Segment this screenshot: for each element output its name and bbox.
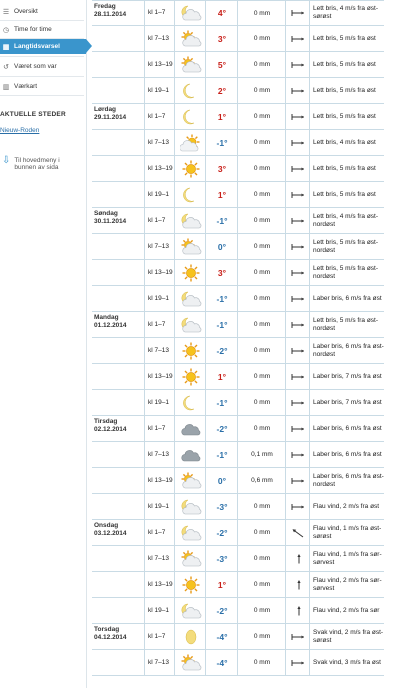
nav-divider	[0, 56, 84, 57]
period-time: kl 7–13	[144, 338, 174, 363]
wind-description: Lett bris, 5 m/s fra øst-nordøst	[309, 312, 384, 337]
wind-description: Laber bris, 6 m/s fra øst-nordøst	[309, 338, 384, 363]
day-heading	[94, 314, 127, 330]
forecast-row	[92, 494, 384, 520]
period-time: kl 1–7	[144, 208, 174, 233]
precipitation: 0 mm	[237, 572, 286, 597]
temperature: -4°	[205, 650, 238, 675]
day-name: Onsdag	[94, 522, 119, 529]
wind-direction-icon	[285, 130, 310, 155]
precipitation: 0,1 mm	[237, 442, 286, 467]
precipitation: 0 mm	[237, 234, 286, 259]
wind-direction-icon	[285, 546, 310, 571]
partly-cloudy-night-icon	[174, 598, 206, 623]
sidebar	[0, 0, 87, 688]
forecast-row	[92, 572, 384, 598]
wind-direction-icon	[285, 234, 310, 259]
map-icon: ▥	[2, 83, 10, 91]
temperature: -2°	[205, 416, 238, 441]
precipitation: 0 mm	[237, 390, 286, 415]
day-date: 03.12.2014	[94, 530, 127, 537]
wind-description: Lett bris, 5 m/s fra øst-nordøst	[309, 260, 384, 285]
forecast-row	[92, 338, 384, 364]
wind-direction-icon	[285, 338, 310, 363]
back-to-menu-label: Til hovedmeny i bunnen av sida	[14, 157, 60, 171]
sun-icon	[174, 156, 206, 181]
period-time: kl 7–13	[144, 442, 174, 467]
forecast-row	[92, 546, 384, 572]
temperature: -3°	[205, 546, 238, 571]
day-heading	[94, 626, 127, 642]
moon-full-icon	[174, 624, 206, 649]
period-time: kl 13–19	[144, 364, 174, 389]
partly-cloudy-night-icon	[174, 312, 206, 337]
precipitation: 0 mm	[237, 130, 286, 155]
partly-cloudy-day-icon	[174, 234, 206, 259]
place-link[interactable]: Nieuw-Roden	[0, 127, 40, 134]
period-time: kl 13–19	[144, 260, 174, 285]
wind-description: Svak vind, 3 m/s fra øst	[309, 650, 384, 675]
wind-description: Svak vind, 2 m/s fra øst-sørøst	[309, 624, 384, 649]
nav-item-label: Time for time	[14, 26, 52, 33]
temperature: -1°	[205, 130, 238, 155]
forecast-row	[92, 598, 384, 624]
wind-direction-icon	[285, 260, 310, 285]
temperature: 1°	[205, 364, 238, 389]
wind-direction-icon	[285, 208, 310, 233]
period-time: kl 13–19	[144, 156, 174, 181]
precipitation: 0 mm	[237, 546, 286, 571]
precipitation: 0 mm	[237, 598, 286, 623]
precipitation: 0 mm	[237, 208, 286, 233]
clock-icon: ◷	[2, 26, 10, 34]
day-name: Lørdag	[94, 106, 117, 113]
moon-icon	[174, 78, 206, 103]
period-time: kl 13–19	[144, 52, 174, 77]
wind-description: Lett bris, 5 m/s fra øst	[309, 26, 384, 51]
nav-item-time-for-time[interactable]	[0, 22, 84, 37]
forecast-row	[92, 468, 384, 494]
partly-cloudy-night-icon	[174, 1, 206, 25]
sun-icon	[174, 338, 206, 363]
temperature: 0°	[205, 234, 238, 259]
day-date: 28.11.2014	[94, 11, 127, 18]
wind-direction-icon	[285, 364, 310, 389]
wind-direction-icon	[285, 286, 310, 311]
precipitation: 0 mm	[237, 286, 286, 311]
temperature: 3°	[205, 260, 238, 285]
wind-direction-icon	[285, 156, 310, 181]
period-time: kl 7–13	[144, 26, 174, 51]
nav-divider	[0, 20, 84, 21]
wind-description: Lett bris, 5 m/s fra øst-nordøst	[309, 234, 384, 259]
wind-description: Lett bris, 5 m/s fra øst	[309, 182, 384, 207]
day-heading	[94, 418, 127, 434]
day-name: Mandag	[94, 314, 119, 321]
temperature: -1°	[205, 312, 238, 337]
nav-item-langtidsvarsel[interactable]	[0, 39, 86, 54]
partly-cloudy-day-icon	[174, 26, 206, 51]
temperature: 1°	[205, 572, 238, 597]
wind-direction-icon	[285, 78, 310, 103]
period-time: kl 7–13	[144, 234, 174, 259]
precipitation: 0 mm	[237, 416, 286, 441]
wind-description: Lett bris, 4 m/s fra øst-nordøst	[309, 208, 384, 233]
temperature: -3°	[205, 494, 238, 519]
forecast-row	[92, 416, 384, 442]
period-time: kl 13–19	[144, 468, 174, 493]
forecast-row	[92, 364, 384, 390]
sun-icon	[174, 572, 206, 597]
period-time: kl 19–1	[144, 286, 174, 311]
forecast-row	[92, 286, 384, 312]
nav-divider	[0, 95, 84, 96]
period-time: kl 1–7	[144, 312, 174, 337]
nav-item-label: Langtidsvarsel	[14, 43, 60, 50]
precipitation: 0 mm	[237, 494, 286, 519]
day-heading	[94, 106, 126, 122]
temperature: 2°	[205, 78, 238, 103]
period-time: kl 19–1	[144, 390, 174, 415]
nav-item-label: Været som var	[14, 63, 57, 70]
partly-cloudy-day-icon	[174, 468, 206, 493]
forecast-row	[92, 520, 384, 546]
wind-direction-icon	[285, 624, 310, 649]
partly-cloudy-night-icon	[174, 208, 206, 233]
precipitation: 0 mm	[237, 338, 286, 363]
day-date: 02.12.2014	[94, 426, 127, 433]
partly-cloudy-night-icon	[174, 494, 206, 519]
temperature: 1°	[205, 182, 238, 207]
period-time: kl 19–1	[144, 78, 174, 103]
forecast-row	[92, 0, 384, 26]
forecast-row	[92, 650, 384, 676]
period-time: kl 1–7	[144, 416, 174, 441]
moon-icon	[174, 104, 206, 129]
wind-description: Flau vind, 2 m/s fra sør-sørvest	[309, 572, 384, 597]
precipitation: 0 mm	[237, 650, 286, 675]
forecast-row	[92, 26, 384, 52]
wind-description: Laber bris, 6 m/s fra øst	[309, 416, 384, 441]
precipitation: 0 mm	[237, 156, 286, 181]
wind-direction-icon	[285, 104, 310, 129]
day-heading	[94, 210, 126, 226]
back-to-menu-link[interactable]	[2, 157, 82, 171]
forecast-row	[92, 260, 384, 286]
precipitation: 0 mm	[237, 1, 286, 25]
period-time: kl 1–7	[144, 624, 174, 649]
day-heading	[94, 3, 126, 19]
history-icon: ↺	[3, 63, 9, 71]
wind-description: Laber bris, 6 m/s fra øst	[309, 442, 384, 467]
wind-description: Lett bris, 4 m/s fra øst-sørøst	[309, 1, 384, 25]
temperature: 3°	[205, 26, 238, 51]
temperature: -1°	[205, 390, 238, 415]
forecast-row	[92, 52, 384, 78]
wind-description: Lett bris, 4 m/s fra øst	[309, 130, 384, 155]
period-time: kl 19–1	[144, 598, 174, 623]
partly-cloudy-day-icon	[174, 546, 206, 571]
cloud-icon	[174, 442, 206, 467]
day-name: Fredag	[94, 3, 116, 10]
nav-item-oversikt[interactable]	[0, 4, 84, 19]
day-date: 01.12.2014	[94, 322, 127, 329]
wind-description: Flau vind, 2 m/s fra øst	[309, 494, 384, 519]
period-time: kl 1–7	[144, 104, 174, 129]
wind-direction-icon	[285, 416, 310, 441]
precipitation: 0 mm	[237, 260, 286, 285]
temperature: 3°	[205, 156, 238, 181]
nav-item-label: Oversikt	[14, 8, 38, 15]
precipitation: 0 mm	[237, 312, 286, 337]
temperature: 0°	[205, 468, 238, 493]
wind-direction-icon	[285, 468, 310, 493]
wind-direction-icon	[285, 598, 310, 623]
sun-icon	[174, 364, 206, 389]
period-time: kl 13–19	[144, 572, 174, 597]
period-time: kl 19–1	[144, 182, 174, 207]
forecast-row	[92, 390, 384, 416]
forecast-row	[92, 156, 384, 182]
forecast-row	[92, 234, 384, 260]
temperature: -2°	[205, 598, 238, 623]
wind-description: Laber bris, 6 m/s fra øst-nordøst	[309, 468, 384, 493]
forecast-row	[92, 104, 384, 130]
temperature: 4°	[205, 1, 238, 25]
nav-item-vaeret-som-var[interactable]	[0, 59, 84, 74]
temperature: -1°	[205, 442, 238, 467]
wind-direction-icon	[285, 572, 310, 597]
period-time: kl 7–13	[144, 546, 174, 571]
moon-icon	[174, 182, 206, 207]
precipitation: 0 mm	[237, 52, 286, 77]
day-name: Torsdag	[94, 626, 120, 633]
nav-item-vaerkart[interactable]	[0, 79, 84, 94]
period-time: kl 7–13	[144, 130, 174, 155]
wind-direction-icon	[285, 1, 310, 25]
wind-description: Lett bris, 5 m/s fra øst	[309, 156, 384, 181]
day-date: 04.12.2014	[94, 634, 127, 641]
temperature: -1°	[205, 208, 238, 233]
wind-direction-icon	[285, 520, 310, 545]
day-date: 29.11.2014	[94, 114, 127, 121]
precipitation: 0 mm	[237, 182, 286, 207]
day-name: Tirsdag	[94, 418, 118, 425]
wind-description: Laber bris, 7 m/s fra øst	[309, 364, 384, 389]
wind-description: Lett bris, 5 m/s fra øst	[309, 78, 384, 103]
wind-direction-icon	[285, 312, 310, 337]
wind-direction-icon	[285, 650, 310, 675]
forecast-row	[92, 78, 384, 104]
places-heading: AKTUELLE STEDER	[0, 111, 66, 118]
forecast-row	[92, 182, 384, 208]
precipitation: 0 mm	[237, 364, 286, 389]
temperature: -2°	[205, 520, 238, 545]
forecast-row	[92, 208, 384, 234]
wind-direction-icon	[285, 494, 310, 519]
fair-day-icon	[174, 130, 206, 155]
period-time: kl 1–7	[144, 520, 174, 545]
calendar-icon: ▦	[2, 43, 10, 51]
forecast-row	[92, 624, 384, 650]
wind-description: Laber bris, 6 m/s fra øst	[309, 286, 384, 311]
temperature: 1°	[205, 104, 238, 129]
wind-description: Laber bris, 7 m/s fra øst	[309, 390, 384, 415]
nav-divider	[0, 76, 84, 77]
forecast-row	[92, 442, 384, 468]
wind-description: Lett bris, 5 m/s fra øst	[309, 52, 384, 77]
forecast-row	[92, 312, 384, 338]
page-margin	[384, 0, 411, 688]
wind-description: Flau vind, 1 m/s fra sør-sørvest	[309, 546, 384, 571]
partly-cloudy-night-icon	[174, 520, 206, 545]
precipitation: 0 mm	[237, 104, 286, 129]
cloud-icon	[174, 416, 206, 441]
wind-description: Flau vind, 2 m/s fra sør	[309, 598, 384, 623]
day-date: 30.11.2014	[94, 218, 127, 225]
partly-cloudy-day-icon	[174, 650, 206, 675]
precipitation: 0 mm	[237, 520, 286, 545]
precipitation: 0,6 mm	[237, 468, 286, 493]
precipitation: 0 mm	[237, 624, 286, 649]
day-name: Søndag	[94, 210, 118, 217]
wind-description: Flau vind, 1 m/s fra øst-sørøst	[309, 520, 384, 545]
period-time: kl 7–13	[144, 650, 174, 675]
temperature: 5°	[205, 52, 238, 77]
temperature: -4°	[205, 624, 238, 649]
sun-icon	[174, 260, 206, 285]
period-time: kl 19–1	[144, 494, 174, 519]
day-heading	[94, 522, 127, 538]
temperature: -2°	[205, 338, 238, 363]
nav-item-label: Værkart	[14, 83, 38, 90]
wind-direction-icon	[285, 390, 310, 415]
wind-direction-icon	[285, 52, 310, 77]
partly-cloudy-day-icon	[174, 52, 206, 77]
arrow-down-icon: ⇩	[2, 155, 11, 166]
forecast-row	[92, 130, 384, 156]
precipitation: 0 mm	[237, 78, 286, 103]
partly-cloudy-night-icon	[174, 286, 206, 311]
period-time: kl 1–7	[144, 1, 174, 25]
wind-direction-icon	[285, 182, 310, 207]
moon-icon	[174, 390, 206, 415]
wind-direction-icon	[285, 26, 310, 51]
wind-direction-icon	[285, 442, 310, 467]
temperature: -1°	[205, 286, 238, 311]
wind-description: Lett bris, 5 m/s fra øst	[309, 104, 384, 129]
list-icon: ☰	[2, 8, 10, 16]
precipitation: 0 mm	[237, 26, 286, 51]
